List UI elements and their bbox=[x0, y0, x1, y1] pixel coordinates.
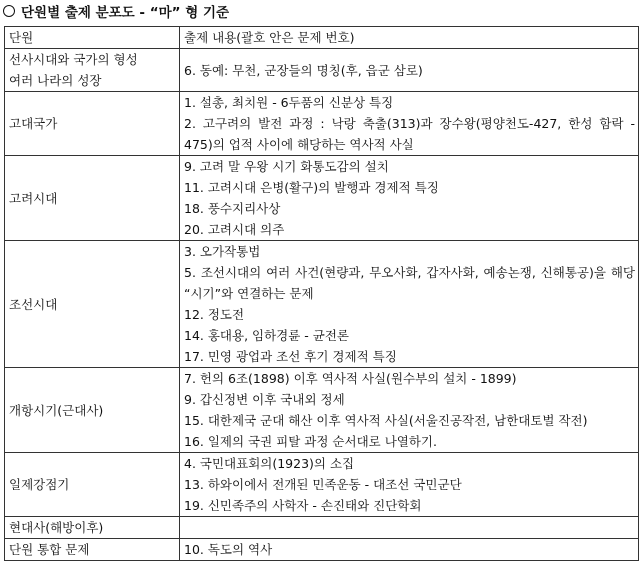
content-cell bbox=[180, 539, 639, 561]
table-row bbox=[5, 92, 639, 156]
table-row bbox=[5, 49, 639, 92]
table-row bbox=[5, 368, 639, 453]
unit-label: 여러 나라의 성장 bbox=[9, 73, 102, 88]
content-item bbox=[184, 517, 635, 538]
unit-cell bbox=[5, 241, 180, 368]
circle-bullet-icon bbox=[3, 5, 15, 17]
unit-cell bbox=[5, 92, 180, 156]
unit-cell bbox=[5, 368, 180, 453]
table-row bbox=[5, 453, 639, 517]
content-item: 14. 홍대용, 임하경륜 - 균전론 bbox=[184, 328, 350, 343]
content-item: 18. 풍수지리사상 bbox=[184, 201, 281, 216]
content-item: 19. 신민족주의 사학자 - 손진태와 진단학회 bbox=[184, 498, 422, 513]
unit-cell bbox=[5, 49, 180, 92]
content-cell bbox=[180, 453, 639, 517]
page-title bbox=[0, 0, 640, 22]
content-cell bbox=[180, 156, 639, 241]
unit-cell bbox=[5, 539, 180, 561]
content-item: 6. 동예: 무천, 군장들의 명칭(후, 읍군 삼로) bbox=[184, 62, 423, 78]
unit-label: 단원 통합 문제 bbox=[9, 542, 90, 557]
unit-cell bbox=[5, 156, 180, 241]
content-item: 3. 오가작통법 bbox=[184, 244, 261, 259]
table-header-row bbox=[5, 27, 639, 49]
content-item: 9. 갑신정변 이후 국내외 정세 bbox=[184, 392, 345, 407]
content-item: 11. 고려시대 은병(활구)의 발행과 경제적 특징 bbox=[184, 180, 439, 195]
content-cell bbox=[180, 49, 639, 92]
table-row bbox=[5, 241, 639, 368]
content-item: 1. 설총, 최치원 - 6두품의 신분상 특징 bbox=[184, 95, 394, 110]
distribution-table bbox=[4, 26, 639, 561]
content-item: 5. 조선시대의 여러 사건(현량과, 무오사화, 갑자사화, 예송논쟁, 신해통공)을 해당 “시기”와 연결하는 문제 bbox=[184, 265, 635, 301]
table-row bbox=[5, 156, 639, 241]
content-item: 2. 고구려의 발전 과정 : 낙랑 축출(313)과 장수왕(평양천도-427, 한성 함락 - 475)의 업적 사이에 해당하는 역사적 사실 bbox=[184, 116, 635, 152]
content-item: 4. 국민대표회의(1923)의 소집 bbox=[184, 456, 355, 471]
unit-label: 현대사(해방이후) bbox=[9, 520, 104, 535]
unit-label: 일제강점기 bbox=[9, 477, 70, 492]
content-cell bbox=[180, 92, 639, 156]
table-row bbox=[5, 517, 639, 539]
unit-label: 선사시대와 국가의 형성 bbox=[9, 52, 138, 67]
unit-label: 조선시대 bbox=[9, 296, 58, 312]
unit-label: 고려시대 bbox=[9, 190, 58, 206]
unit-label: 개항시기(근대사) bbox=[9, 402, 104, 418]
table-row bbox=[5, 539, 639, 561]
content-cell bbox=[180, 517, 639, 539]
page-title-text: 단원별 출제 분포도 - “마” 형 기준 bbox=[21, 5, 230, 21]
content-item: 12. 정도전 bbox=[184, 307, 245, 322]
table-body bbox=[5, 49, 639, 561]
content-item: 9. 고려 말 우왕 시기 화통도감의 설치 bbox=[184, 159, 389, 174]
content-item: 20. 고려시대 의주 bbox=[184, 222, 285, 237]
content-item: 7. 헌의 6조(1898) 이후 역사적 사실(원수부의 설치 - 1899) bbox=[184, 371, 517, 386]
unit-label: 고대국가 bbox=[9, 116, 58, 131]
content-item: 16. 일제의 국권 피탈 과정 순서대로 나열하기. bbox=[184, 434, 437, 449]
content-item: 10. 독도의 역사 bbox=[184, 542, 273, 557]
unit-cell bbox=[5, 517, 180, 539]
content-cell bbox=[180, 368, 639, 453]
unit-cell bbox=[5, 453, 180, 517]
content-item: 17. 민영 광업과 조선 후기 경제적 특징 bbox=[184, 349, 397, 364]
header-content: 출제 내용(괄호 안은 문제 번호) bbox=[180, 27, 639, 49]
content-item: 13. 하와이에서 전개된 민족운동 - 대조선 국민군단 bbox=[184, 477, 462, 492]
content-item: 15. 대한제국 군대 해산 이후 역사적 사실(서울진공작전, 남한대토벌 작전) bbox=[184, 413, 588, 428]
content-cell bbox=[180, 241, 639, 368]
header-unit: 단원 bbox=[5, 27, 180, 49]
